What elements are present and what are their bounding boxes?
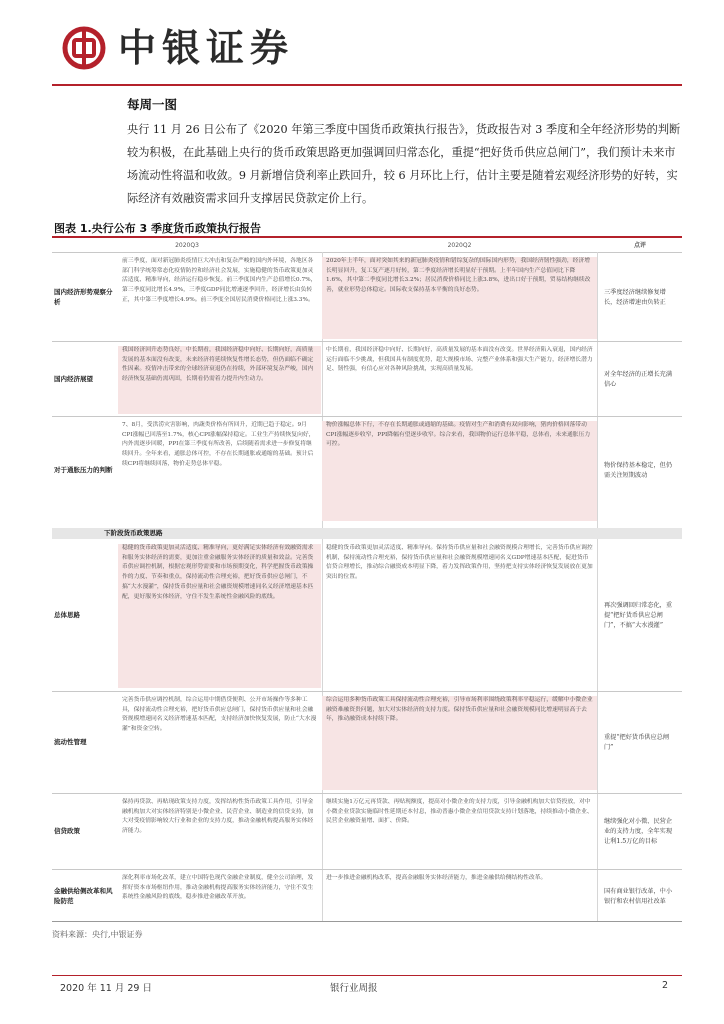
table-cell-q3: 前三季度，面对新冠肺炎疫情巨大冲击和复杂严峻的国内外环境，各地区各部门科学统筹常态化疫情防控和经济社会发展，实施稳健的货币政策更加灵活适度、精准导向，经济运行稳步恢复。前三季度国内生产总值增长0.7%，第三季度同比增长4.9%，三季度GDP同比增速逐季回升，经济增长由负转正，其中第三季度增长4.9%。前三季度全国居民消费价格同比上涨3.3%。	[122, 258, 317, 303]
column-header-q3: 2020Q3	[175, 242, 199, 249]
section-title: 每周一图	[127, 97, 178, 112]
table-divider	[52, 341, 682, 342]
table-cell-q2: 综合运用多种货币政策工具保持流动性合理充裕，引导市场利率围绕政策利率平稳运行，缓解中小微企业融资难融资贵问题，加大对实体经济的支持力度。保持货币供应量和社会融资规模同比增速明显高于去年，推动融资成本持续下降。	[322, 696, 597, 790]
figure-source: 资料来源：央行,中银证券	[52, 930, 143, 939]
row-label: 金融供给侧改革和风险防范	[54, 887, 113, 905]
footer-divider	[52, 975, 682, 976]
row-label: 对于通胀压力的判断	[54, 466, 113, 474]
page-number: 2	[662, 980, 669, 991]
table-cell-q2: 进一步推进金融机构改革，提高金融服务实体经济能力，推进金融供给侧结构性改革。	[326, 875, 547, 881]
table-divider	[52, 416, 682, 417]
table-cell-q3: 保持再贷款、再贴现政策支持力度，发挥结构性货币政策工具作用，引导金融机构加大对实体经济特别是小微企业、民营企业、制造业的信贷支持，加大对受疫情影响较大行业和企业的支持力度，推动金融机构提高服务实体经济能力。	[122, 799, 314, 835]
table-cell-comment: 再次强调回归常态化，重提“把好货币供应总闸门”，不搞“大水漫灌”	[604, 602, 673, 629]
table-cell-q2: 2020年上半年，面对突如其来的新冠肺炎疫情和错综复杂的国际国内形势，我国经济韧性强劲，经济增长明显回升，复工复产逐月好转，第二季度经济增长明显好于预期。上半年国内生产总值同比下降1.6%，其中第二季度同比增长3.2%；居民消费价格同比上涨3.8%，进出口好于预期，贸易结构继续改善，就业形势总体稳定。国际收支保持基本平衡的良好态势。	[322, 257, 597, 339]
table-cell-q2: 物价涨幅总体下行，不存在长期通胀或通缩的基础。疫情对生产和消费有双向影响，猪肉价格回落带动CPI涨幅逐步收窄，PPI降幅有望逐步收窄。综合来看，我国物价运行总体平稳，总体看，未来通胀压力可控。	[322, 421, 597, 521]
row-label: 总体思路	[54, 611, 80, 619]
table-cell-q2: 中长期看，我国经济稳中向好、长期向好，高质量发展的基本面没有改变。世界经济陷入衰退，国内经济运行面临不少挑战，但我国具有制度优势，超大规模市场、完整产业体系和强大生产能力，经济增长潜力足、韧性强，有信心应对各种风险挑战，实现高质量发展。	[326, 347, 593, 373]
table-cell-comment: 三季度经济继续修复增长，经济增速由负转正	[604, 289, 666, 306]
brand-name: 中银证券	[118, 25, 295, 70]
table-cell-q3: 7、8月，受洪涝灾害影响，肉蔬类价格有所回升，近期已趋于稳定。9月CPI涨幅已回落至1.7%，核心CPI涨幅保持稳定。工业生产持续恢复向好，内外需逐步回暖，PPI在第三季度有所改善，后续随着需求进一步修复将继续回升。全年来看，通胀总体可控，不存在长期通胀或通缩的基础。预计后续CPI将继续回落，物价走势总体平稳。	[122, 422, 315, 467]
table-cell-comment: 对全年经济的正增长充满信心	[604, 371, 673, 388]
column-header-comment: 点评	[633, 242, 646, 249]
intro-paragraph: 央行 11 月 26 日公布了《2020 年第三季度中国货币政策执行报告》，货政报告对 3 季度和全年经济形势的判断较为积极，在此基础上央行的货币政策思路更加强调回归常态化，重提“把好货币供应总闸门”，我们预计未来市场流动性将温和收敛。9 月新增信贷利率止跌回升，较 6 月环比上行，估计主要是随着宏观经济形势的好转，实际经济有效融资需求回升支撑居民贷款定价上行。	[127, 123, 681, 205]
column-header-q2: 2020Q2	[447, 242, 472, 249]
table-divider	[52, 869, 682, 870]
table-divider	[52, 252, 682, 253]
row-label: 国内经济展望	[54, 375, 93, 383]
subsection-heading: 下阶段货币政策思路	[52, 528, 682, 539]
bank-of-china-logo	[62, 26, 106, 70]
table-cell-q3: 完善货币供应调控机制，综合运用中期借贷便利、公开市场操作等多种工具，保持流动性合理充裕，把好货币供应总闸门，保持货币供应量和社会融资规模增速同名义经济增速基本匹配，支持经济加快恢复发展，防止“大水漫灌”和资金空转。	[122, 697, 317, 733]
table-cell-comment: 物价保持基本稳定，但仍需关注短期波动	[604, 462, 673, 479]
row-label: 信贷政策	[54, 827, 80, 835]
table-cell-q3: 我国经济回升态势良好，中长期看，我国经济稳中向好、长期向好，高质量发展的基本面没有改变，未来经济将延续恢复性增长态势，但仍面临不确定性因素。疫情冲击带来的全球经济衰退仍在持续，外部环境复杂严峻，国内经济恢复基础仍需巩固，长期看仍需着力提升内生动力。	[118, 346, 321, 414]
table-cell-q3: 稳健的货币政策更加灵活适度、精准导向，更好满足实体经济有效融资需求和服务实体经济的需要，更加注重金融服务实体经济的质量和效益。完善货币供应调控机制，根据宏观形势需要和市场预期变化，科学把握货币政策操作的力度、节奏和重点，保持流动性合理充裕，把好货币供应总闸门，不搞“大水漫灌”，保持货币供应量和社会融资规模增速同名义经济增速基本匹配，更好服务实体经济，守住不发生系统性金融风险的底线。	[118, 544, 321, 688]
figure-caption: 图表 1.央行公布 3 季度货币政策执行报告	[54, 222, 261, 235]
table-cell-q2: 稳健的货币政策更加灵活适度、精准导向。保持货币供应量和社会融资规模合理增长，完善货币供应调控机制，保持流动性合理充裕，保持货币供应量和社会融资规模增速同名义GDP增速基本匹配，促进货币信贷合理增长，推动综合融资成本明显下降，着力发挥政策作用，坚持把支持实体经济恢复发展放在更加突出的位置。	[326, 545, 593, 581]
header-divider	[52, 84, 682, 86]
table-cell-comment: 国有商业银行改革，中小银行和农村信用社改革	[604, 888, 673, 905]
table-divider	[52, 921, 682, 922]
row-label: 国内经济形势观察分析	[54, 288, 113, 306]
table-cell-q2: 继续实施1万亿元再贷款、再贴现额度，提高对小微企业的支持力度，引导金融机构加大信贷投放，对中小微企业贷款实施临时性延期还本付息，推动普惠小微企业信用贷款支持计划落地，持续推动小微企业、民营企业融资量增、面扩、价降。	[326, 799, 593, 825]
table-cell-comment: 重提“把好货币供应总闸门”	[604, 734, 670, 751]
table-divider	[52, 793, 682, 794]
table-cell-q3: 深化利率市场化改革，建立中国特色现代金融企业制度，健全公司治理，发挥好资本市场枢纽作用，推动金融机构提高服务实体经济能力，守住不发生系统性金融风险的底线，稳步推进金融改革开放。	[122, 875, 314, 901]
table-divider	[52, 691, 682, 692]
row-label: 流动性管理	[54, 738, 87, 746]
table-cell-comment: 继续强化对小微、民营企业的支持力度，全年实现让利1.5万亿的目标	[604, 818, 673, 845]
footer-date: 2020 年 11 月 29 日	[60, 983, 152, 994]
policy-report-table	[52, 238, 682, 922]
footer-title: 银行业周报	[330, 983, 378, 994]
